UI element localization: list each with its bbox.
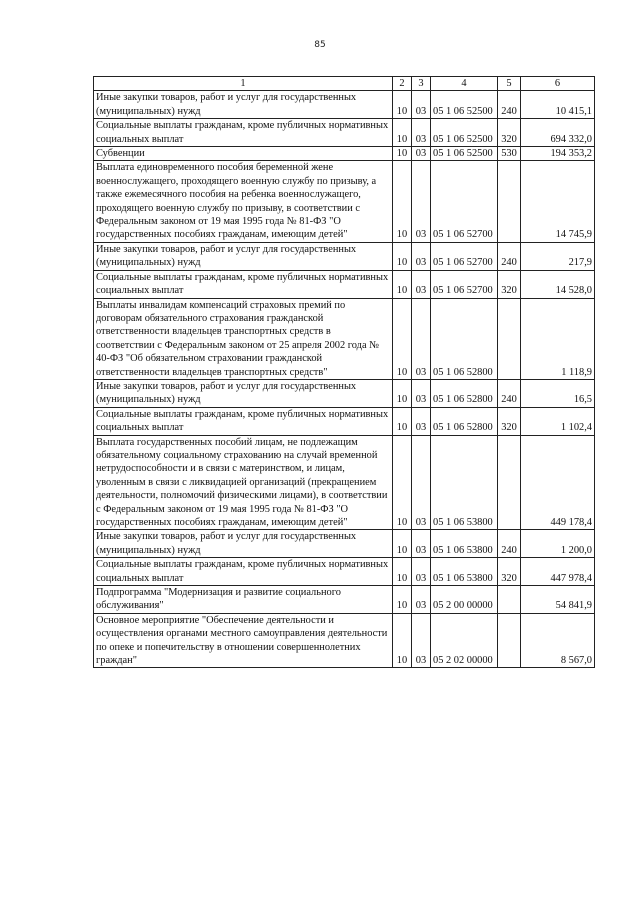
row-subsection: 03 bbox=[412, 91, 431, 119]
row-name: Иные закупки товаров, работ и услуг для государственных (муниципальных) нужд bbox=[94, 91, 393, 119]
row-amount: 1 200,0 bbox=[521, 530, 595, 558]
row-subsection: 03 bbox=[412, 586, 431, 614]
budget-table bbox=[93, 76, 595, 668]
row-section: 10 bbox=[393, 530, 412, 558]
row-expense-type bbox=[498, 435, 521, 530]
row-name: Социальные выплаты гражданам, кроме публичных нормативных социальных выплат bbox=[94, 558, 393, 586]
row-section: 10 bbox=[393, 298, 412, 379]
table-row bbox=[94, 298, 595, 379]
table-row bbox=[94, 558, 595, 586]
row-amount: 8 567,0 bbox=[521, 613, 595, 668]
table-row bbox=[94, 530, 595, 558]
row-name: Социальные выплаты гражданам, кроме публичных нормативных социальных выплат bbox=[94, 407, 393, 435]
table-header-row bbox=[94, 77, 595, 91]
row-name: Выплата государственных пособий лицам, не подлежащим обязательному социальному страхованию на случай временной нетрудоспособности и в связи с материнством, и лицам, уволенным в связи с ликвидацией организаций (прекращением деятельности, полномочий физическими лицами), в соответствии с Федеральным законом от 19 мая 1995 года № 81-ФЗ "О государственных пособиях гражданам, имеющим детей" bbox=[94, 435, 393, 530]
row-amount: 217,9 bbox=[521, 242, 595, 270]
row-amount: 54 841,9 bbox=[521, 586, 595, 614]
column-header: 3 bbox=[412, 77, 431, 91]
row-amount: 14 745,9 bbox=[521, 161, 595, 242]
row-expense-type: 320 bbox=[498, 407, 521, 435]
row-subsection: 03 bbox=[412, 379, 431, 407]
row-expense-type: 530 bbox=[498, 147, 521, 161]
row-expense-type: 240 bbox=[498, 530, 521, 558]
row-subsection: 03 bbox=[412, 147, 431, 161]
table-row bbox=[94, 270, 595, 298]
row-name: Иные закупки товаров, работ и услуг для государственных (муниципальных) нужд bbox=[94, 530, 393, 558]
table-row bbox=[94, 613, 595, 668]
row-subsection: 03 bbox=[412, 435, 431, 530]
table-row bbox=[94, 91, 595, 119]
row-section: 10 bbox=[393, 91, 412, 119]
row-subsection: 03 bbox=[412, 161, 431, 242]
column-header: 6 bbox=[521, 77, 595, 91]
row-name: Иные закупки товаров, работ и услуг для государственных (муниципальных) нужд bbox=[94, 242, 393, 270]
row-name: Выплата единовременного пособия беременной жене военнослужащего, проходящего военную службу по призыву, а также ежемесячного пособия на ребенка военнослужащего, проходящего военную службу по призыву, в соответствии с Федеральным законом от 19 мая 1995 года № 81-ФЗ "О государственных пособиях гражданам, имеющим детей" bbox=[94, 161, 393, 242]
row-section: 10 bbox=[393, 147, 412, 161]
row-amount: 449 178,4 bbox=[521, 435, 595, 530]
column-header: 1 bbox=[94, 77, 393, 91]
table-row bbox=[94, 586, 595, 614]
row-target-code: 05 1 06 52500 bbox=[431, 91, 498, 119]
page-number: 85 bbox=[314, 40, 326, 50]
table-row bbox=[94, 119, 595, 147]
row-section: 10 bbox=[393, 435, 412, 530]
row-subsection: 03 bbox=[412, 407, 431, 435]
row-target-code: 05 1 06 52800 bbox=[431, 379, 498, 407]
row-amount: 194 353,2 bbox=[521, 147, 595, 161]
row-amount: 10 415,1 bbox=[521, 91, 595, 119]
table-row bbox=[94, 161, 595, 242]
row-section: 10 bbox=[393, 558, 412, 586]
row-section: 10 bbox=[393, 586, 412, 614]
table-row bbox=[94, 407, 595, 435]
row-amount: 447 978,4 bbox=[521, 558, 595, 586]
row-name: Основное мероприятие "Обеспечение деятельности и осуществления органами местного самоуправления деятельности по опеке и попечительству в отношении совершеннолетних граждан" bbox=[94, 613, 393, 668]
row-expense-type: 240 bbox=[498, 379, 521, 407]
column-header: 4 bbox=[431, 77, 498, 91]
row-target-code: 05 1 06 52500 bbox=[431, 119, 498, 147]
row-name: Субвенции bbox=[94, 147, 393, 161]
row-section: 10 bbox=[393, 407, 412, 435]
row-amount: 694 332,0 bbox=[521, 119, 595, 147]
row-amount: 16,5 bbox=[521, 379, 595, 407]
row-amount: 1 118,9 bbox=[521, 298, 595, 379]
column-header: 5 bbox=[498, 77, 521, 91]
row-expense-type bbox=[498, 586, 521, 614]
table-row bbox=[94, 147, 595, 161]
row-name: Социальные выплаты гражданам, кроме публичных нормативных социальных выплат bbox=[94, 270, 393, 298]
row-target-code: 05 1 06 52500 bbox=[431, 147, 498, 161]
row-target-code: 05 1 06 53800 bbox=[431, 435, 498, 530]
row-expense-type: 240 bbox=[498, 91, 521, 119]
row-subsection: 03 bbox=[412, 298, 431, 379]
row-target-code: 05 1 06 52800 bbox=[431, 407, 498, 435]
row-subsection: 03 bbox=[412, 530, 431, 558]
row-target-code: 05 2 02 00000 bbox=[431, 613, 498, 668]
row-target-code: 05 1 06 53800 bbox=[431, 530, 498, 558]
row-target-code: 05 1 06 53800 bbox=[431, 558, 498, 586]
row-name: Выплаты инвалидам компенсаций страховых премий по договорам обязательного страхования гражданской ответственности владельцев транспортных средств в соответствии с Федеральным законом от 25 апреля 2002 года № 40-ФЗ "Об обязательном страховании гражданской ответственности владельцев транспортных средств" bbox=[94, 298, 393, 379]
table-row bbox=[94, 379, 595, 407]
row-amount: 14 528,0 bbox=[521, 270, 595, 298]
row-subsection: 03 bbox=[412, 119, 431, 147]
row-section: 10 bbox=[393, 242, 412, 270]
row-name: Подпрограмма "Модернизация и развитие социального обслуживания" bbox=[94, 586, 393, 614]
row-target-code: 05 1 06 52700 bbox=[431, 270, 498, 298]
table-row bbox=[94, 242, 595, 270]
row-expense-type: 320 bbox=[498, 558, 521, 586]
row-target-code: 05 1 06 52700 bbox=[431, 161, 498, 242]
row-section: 10 bbox=[393, 119, 412, 147]
row-target-code: 05 1 06 52800 bbox=[431, 298, 498, 379]
row-section: 10 bbox=[393, 379, 412, 407]
row-target-code: 05 2 00 00000 bbox=[431, 586, 498, 614]
row-expense-type bbox=[498, 613, 521, 668]
row-expense-type: 320 bbox=[498, 119, 521, 147]
table-row bbox=[94, 435, 595, 530]
row-expense-type: 240 bbox=[498, 242, 521, 270]
row-section: 10 bbox=[393, 270, 412, 298]
row-subsection: 03 bbox=[412, 613, 431, 668]
row-subsection: 03 bbox=[412, 558, 431, 586]
row-section: 10 bbox=[393, 613, 412, 668]
row-name: Социальные выплаты гражданам, кроме публичных нормативных социальных выплат bbox=[94, 119, 393, 147]
row-section: 10 bbox=[393, 161, 412, 242]
row-name: Иные закупки товаров, работ и услуг для государственных (муниципальных) нужд bbox=[94, 379, 393, 407]
row-expense-type: 320 bbox=[498, 270, 521, 298]
row-expense-type bbox=[498, 298, 521, 379]
row-subsection: 03 bbox=[412, 242, 431, 270]
row-target-code: 05 1 06 52700 bbox=[431, 242, 498, 270]
row-subsection: 03 bbox=[412, 270, 431, 298]
row-amount: 1 102,4 bbox=[521, 407, 595, 435]
column-header: 2 bbox=[393, 77, 412, 91]
row-expense-type bbox=[498, 161, 521, 242]
